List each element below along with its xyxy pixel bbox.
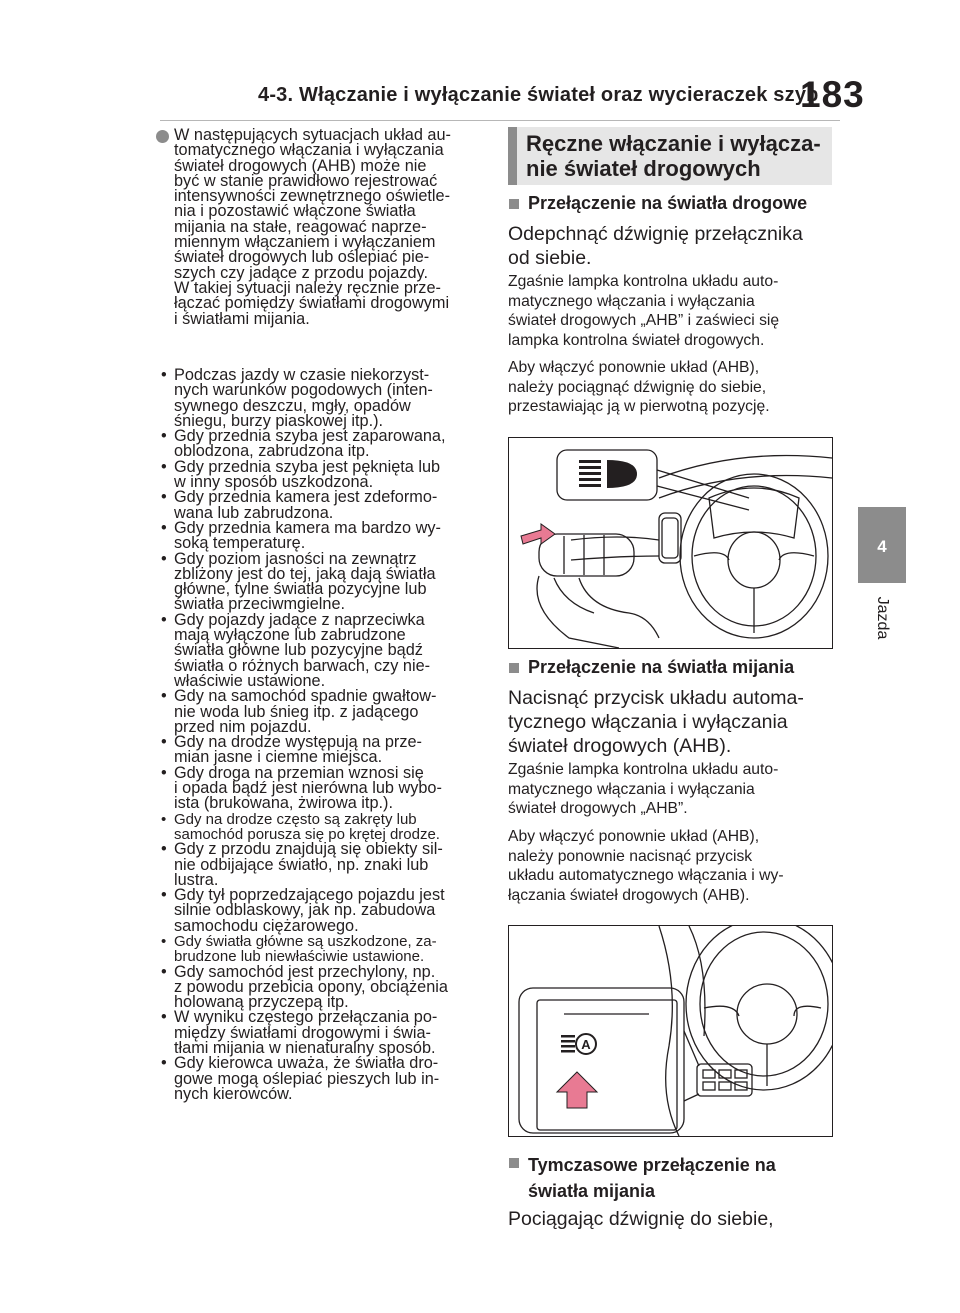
list-item-line: wana lub zabrudzona. bbox=[174, 503, 334, 522]
note-line: W takiej sytuacji należy ręcznie prze- bbox=[174, 278, 441, 297]
figure-lever-push-illustration bbox=[509, 438, 832, 648]
list-item-line: ista (brukowana, żwirowa itp.). bbox=[174, 794, 393, 813]
list-item-line: • Gdy światła główne są uszkodzone, za- bbox=[174, 932, 437, 950]
high-beam-para-2 bbox=[508, 358, 838, 417]
list-item-line: nych kierowców. bbox=[174, 1084, 293, 1103]
note-line: świateł drogowych lub oślepiać pie- bbox=[174, 248, 430, 267]
list-item-line: samochód porusza się po krętej drodze. bbox=[174, 825, 440, 843]
list-item-line: • Gdy na drodze występują na prze- bbox=[174, 733, 422, 752]
note-line: być w stanie prawidłowo rejestrować bbox=[174, 171, 438, 190]
subsection-square-icon bbox=[509, 1158, 519, 1168]
text-line: należy ponownie nacisnąć przycisk bbox=[508, 847, 753, 865]
subsection-title-line: światła mijania bbox=[528, 1181, 656, 1201]
list-item-line: z powodu przebicia opony, obciążenia bbox=[174, 977, 448, 996]
subsection-square-icon bbox=[509, 199, 519, 209]
subsection-title-line: Tymczasowe przełączenie na bbox=[528, 1155, 776, 1175]
chapter-number: 4 bbox=[877, 537, 887, 556]
note-line: mijania na stałe, reagować naprze- bbox=[174, 217, 427, 236]
text-line: Zgaśnie lampka kontrolna układu auto- bbox=[508, 273, 779, 290]
list-item bbox=[158, 429, 488, 460]
list-item-line: samochodu ciężarowego. bbox=[174, 916, 359, 935]
heading-line: nie świateł drogowych bbox=[526, 156, 761, 181]
list-item-line: między światłami drogowymi i świa- bbox=[174, 1023, 431, 1042]
list-item-line: • Gdy przednia kamera ma bardzo wy- bbox=[174, 518, 441, 537]
section-heading bbox=[508, 127, 832, 185]
list-item-line: tłami mijania w nienaturalny sposób. bbox=[174, 1039, 436, 1058]
note-line: świateł drogowych (AHB) może nie bbox=[174, 156, 427, 175]
text-line: należy pociągnąć dźwignię do siebie, bbox=[508, 378, 767, 396]
running-header-title: 4-3. Włączanie i wyłączanie świateł oraz wycieraczek szyb bbox=[258, 84, 819, 106]
list-item-line: sywnego deszczu, mgły, opadów bbox=[174, 396, 411, 415]
list-item-line: • Podczas jazdy w czasie niekorzyst- bbox=[174, 366, 430, 384]
list-item bbox=[158, 518, 488, 553]
note-line: W następujących sytuacjach układ au- bbox=[174, 126, 451, 144]
list-item bbox=[158, 1056, 488, 1102]
list-item-line: • Gdy kierowca uważa, że światła dro- bbox=[174, 1054, 439, 1073]
text-line: Aby włączyć ponownie układ (AHB), bbox=[508, 359, 760, 376]
note-line: i światłami mijania. bbox=[174, 309, 310, 328]
list-item-line: mają wyłączone lub zabrudzone bbox=[174, 626, 406, 645]
list-item-line: lustra. bbox=[174, 870, 219, 889]
instruction-temporary: Pociągając dźwignię do siebie, bbox=[508, 1208, 774, 1230]
text-line: układu automatycznego włączania i wy- bbox=[508, 867, 784, 884]
text-line: lampka kontrolna świateł drogowych. bbox=[508, 331, 765, 349]
list-item-line: soką temperaturę. bbox=[174, 534, 306, 553]
text-line: świateł drogowych „AHB” i zaświeci się bbox=[508, 312, 780, 329]
subsection-title-high-beam: Przełączenie na światła drogowe bbox=[528, 193, 808, 213]
figure-ahb-button-illustration bbox=[509, 926, 832, 1136]
list-item-line: • Gdy samochód jest przechylony, np. bbox=[174, 962, 436, 981]
list-item-line: nych warunków pogodowych (inten- bbox=[174, 381, 433, 400]
list-item bbox=[158, 763, 488, 813]
high-beam-para-1 bbox=[508, 272, 838, 350]
list-item-line: • Gdy poziom jasności na zewnątrz bbox=[174, 549, 417, 568]
list-item bbox=[158, 689, 488, 735]
text-line: Aby włączyć ponownie układ (AHB), bbox=[508, 828, 760, 845]
list-item-line: nie odbijające światło, np. znaki lub bbox=[174, 855, 429, 874]
note-line: intensywności zewnętrznego oświetle- bbox=[174, 187, 451, 206]
instruction-high-beam bbox=[508, 222, 838, 270]
list-item bbox=[158, 457, 488, 492]
page-number: 183 bbox=[800, 74, 865, 115]
low-beam-para-1 bbox=[508, 760, 838, 819]
header-rule bbox=[160, 120, 840, 121]
list-item-line: • Gdy przednia szyba jest zaparowana, bbox=[174, 427, 446, 446]
section-heading-text bbox=[526, 131, 830, 181]
list-item bbox=[158, 735, 488, 766]
list-item-line: • Gdy tył poprzedzającego pojazdu jest bbox=[174, 886, 445, 905]
list-item-line: oblodzona, zabrudzona itp. bbox=[174, 442, 370, 461]
chapter-label-text: Jazda bbox=[874, 596, 891, 640]
list-item bbox=[158, 962, 488, 1012]
list-item-line: przed nim pojazdu. bbox=[174, 717, 312, 736]
subsection-title-temporary bbox=[528, 1152, 776, 1204]
list-item-line: w inny sposób uszkodzona. bbox=[174, 473, 374, 492]
subsection-title-low-beam: Przełączenie na światła mijania bbox=[528, 657, 795, 677]
list-item-line: nie woda lub śnieg itp. z jadącego bbox=[174, 702, 419, 721]
list-item-line: brudzone lub niewłaściwie ustawione. bbox=[174, 948, 425, 966]
list-item-line: właściwie ustawione. bbox=[174, 671, 326, 690]
text-line: matycznego włączania i wyłączania bbox=[508, 780, 755, 798]
text-line: przestawiając ją w pierwotną pozycję. bbox=[508, 398, 770, 415]
text-line: matycznego włączania i wyłączania bbox=[508, 292, 755, 310]
list-item bbox=[158, 842, 488, 888]
list-item-line: światła przeciwmgielne. bbox=[174, 595, 346, 614]
list-item-line: • Gdy przednia szyba jest pęknięta lub bbox=[174, 457, 441, 476]
instruction-low-beam bbox=[508, 686, 838, 758]
list-item-line: • Gdy z przodu znajdują się obiekty sil- bbox=[174, 840, 443, 859]
heading-accent-bar bbox=[508, 127, 517, 185]
instruction-line: świateł drogowych (AHB). bbox=[508, 735, 732, 757]
list-item bbox=[158, 812, 488, 843]
chapter-tab bbox=[858, 507, 906, 583]
ahb-limitations-list bbox=[158, 368, 488, 1102]
instruction-line: od siebie. bbox=[508, 247, 592, 269]
list-item bbox=[158, 610, 488, 690]
list-item-line: • W wyniku częstego przełączania po- bbox=[174, 1008, 438, 1027]
list-item-line: i opada bądź jest nierówna lub wybo- bbox=[174, 779, 442, 798]
subsection-square-icon bbox=[509, 663, 519, 673]
list-item-line: holowaną przyczepą itp. bbox=[174, 993, 349, 1012]
list-item bbox=[158, 934, 488, 965]
instruction-line: Odepchnąć dźwignię przełącznika bbox=[508, 223, 803, 245]
list-item-line: światła o różnych barwach, czy nie- bbox=[174, 656, 431, 675]
list-item-line: • Gdy na drodze często są zakręty lub bbox=[174, 810, 417, 828]
list-item-line: główne, tylne światła pozycyjne lub bbox=[174, 580, 427, 599]
note-line: łączać pomiędzy światłami drogowymi bbox=[174, 294, 450, 313]
list-item bbox=[158, 549, 488, 614]
list-item bbox=[158, 490, 488, 521]
list-item-line: światła główne lub pozycyjne bądź bbox=[174, 641, 423, 660]
list-item-line: śniegu, burzy piaskowej itp.). bbox=[174, 411, 384, 430]
list-item-line: mian jasne i ciemne miejsca. bbox=[174, 748, 383, 767]
chapter-label bbox=[870, 593, 894, 643]
list-item bbox=[158, 888, 488, 934]
note-line: tomatycznego włączania i wyłączania bbox=[174, 141, 444, 160]
list-item-line: gowe mogą oślepiać pieszych lub in- bbox=[174, 1069, 440, 1088]
ahb-button-letter: A bbox=[581, 1037, 591, 1052]
list-item-line: silnie odblaskowy, jak np. zabudowa bbox=[174, 901, 436, 920]
ahb-limitations-note bbox=[158, 128, 488, 327]
text-line: Zgaśnie lampka kontrolna układu auto- bbox=[508, 761, 779, 778]
list-item-line: • Gdy na samochód spadnie gwałtow- bbox=[174, 687, 437, 706]
list-item bbox=[158, 1010, 488, 1056]
list-item-line: • Gdy droga na przemian wznosi się bbox=[174, 763, 424, 782]
heading-line: Ręczne włączanie i wyłącza- bbox=[526, 131, 821, 156]
note-line: nia i pozostawić włączone światła bbox=[174, 202, 416, 221]
list-item-line: • Gdy przednia kamera jest zdeformo- bbox=[174, 488, 438, 507]
text-line: łączania świateł drogowych (AHB). bbox=[508, 886, 750, 904]
list-item bbox=[158, 368, 488, 429]
note-line: szych czy jadące z przodu pojazdy. bbox=[174, 263, 428, 282]
list-item-line: • Gdy pojazdy jadące z naprzeciwka bbox=[174, 610, 425, 629]
note-line: miennym włączaniem i wyłączaniem bbox=[174, 233, 436, 252]
text-line: świateł drogowych „AHB”. bbox=[508, 800, 688, 817]
figure-ahb-button bbox=[508, 925, 833, 1137]
figure-lever-push bbox=[508, 437, 833, 649]
list-item-line: zbliżony jest do tej, jaką dają światła bbox=[174, 564, 436, 583]
low-beam-para-2 bbox=[508, 827, 838, 905]
instruction-line: Nacisnąć przycisk układu automa- bbox=[508, 687, 804, 709]
instruction-line: tycznego włączania i wyłączania bbox=[508, 711, 788, 733]
